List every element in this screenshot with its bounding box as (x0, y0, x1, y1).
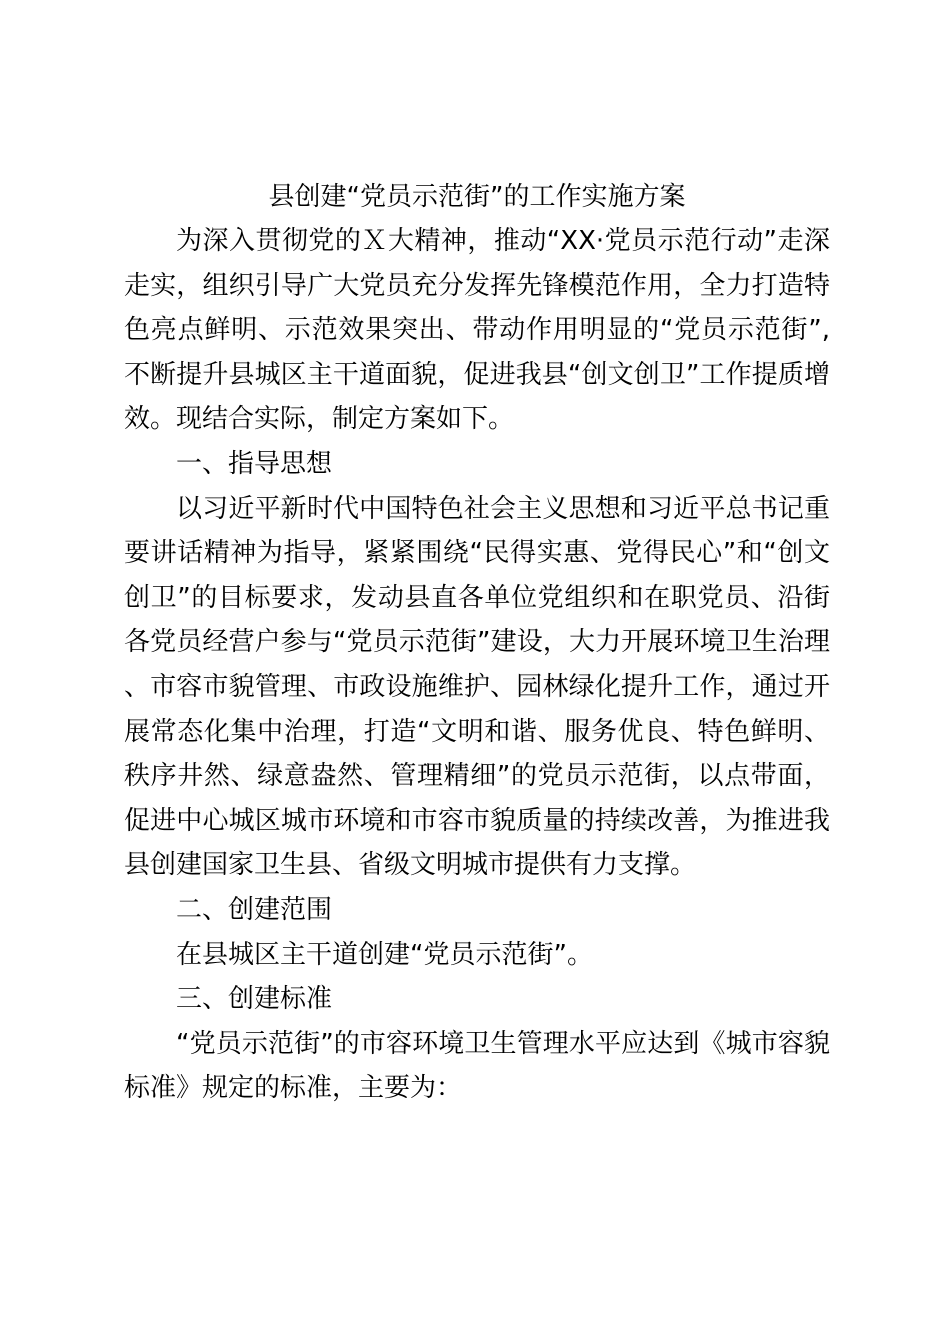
section-heading-scope: 二、创建范围 (176, 894, 333, 925)
standards-paragraph: “党员示范街”的市容环境卫生管理水平应达到《城市容貌标准》规定的标准，主要为： (124, 1028, 830, 1104)
section-heading-standards: 三、创建标准 (176, 984, 333, 1015)
document-title: 县创建“党员示范街”的工作实施方案 (268, 182, 686, 212)
section-heading-guiding-thought: 一、指导思想 (176, 448, 333, 479)
guiding-thought-paragraph: 以习近平新时代中国特色社会主义思想和习近平总书记重要讲话精神为指导，紧紧围绕“民得实惠、党得民心”和“创文创卫”的目标要求，发动县直各单位党组织和在职党员、沿街各党员经营户参与“党员示范街”建设，大力开展环境卫生治理、市容市貌管理、市政设施维护、园林绿化提升工作，通过开展常态化集中治理，打造“文明和谐、服务优良、特色鲜明、秩序井然、绿意盎然、管理精细”的党员示范街，以点带面，促进中心城区城市环境和市容市貌质量的持续改善，为推进我县创建国家卫生县、省级文明城市提供有力支撑。 (124, 493, 830, 881)
document-body (124, 175, 830, 1111)
scope-paragraph: 在县城区主干道创建“党员示范街”。 (176, 939, 593, 970)
intro-paragraph: 为深入贯彻党的Ｘ大精神，推动“XX·党员示范行动”走深走实，组织引导广大党员充分发挥先锋模范作用，全力打造特色亮点鲜明、示范效果突出、带动作用明显的“党员示范街”,不断提升县城区主干道面貌，促进我县“创文创卫”工作提质增效。现结合实际，制定方案如下。 (124, 226, 830, 435)
